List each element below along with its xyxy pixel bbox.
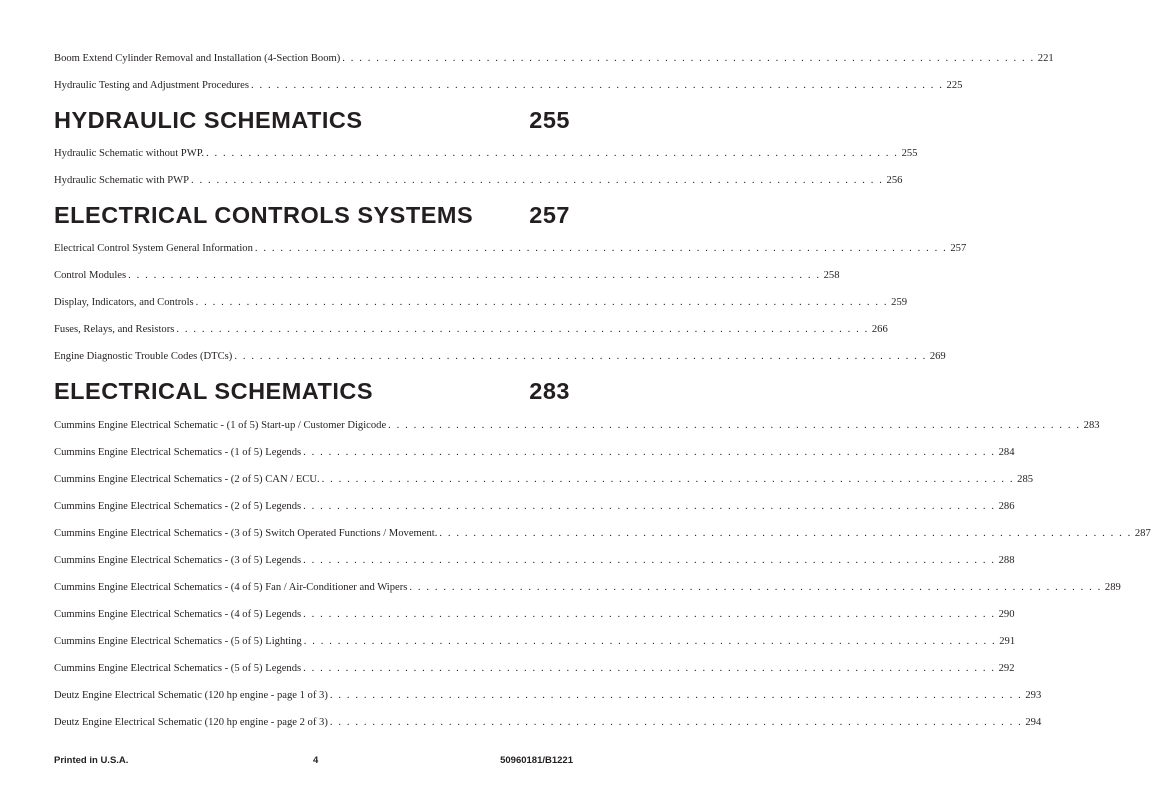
toc-entry-title: Display, Indicators, and Controls [54,297,194,308]
footer-printed-in: Printed in U.S.A. [54,755,129,766]
section-heading-title: HYDRAULIC SCHEMATICS [54,107,363,133]
toc-entry-title: Cummins Engine Electrical Schematics - (3 of 5) Legends [54,555,302,566]
toc-entry-page: 266 [871,324,888,335]
toc-entry-title: Electrical Control System General Information [54,243,253,254]
toc-entry-page: 287 [1134,528,1151,539]
toc-entry-title: Cummins Engine Electrical Schematics - (2 of 5) CAN / ECU. [54,474,320,485]
section-heading-page: 255 [529,107,570,133]
toc-entry-title: Cummins Engine Electrical Schematics - (2 of 5) Legends [54,501,302,512]
toc-entry-page: 294 [1025,717,1042,728]
toc-entry-page: 288 [998,555,1015,566]
section-heading-page: 257 [529,202,570,228]
toc-entry-title: Cummins Engine Electrical Schematics - (4 of 5) Legends [54,609,302,620]
leader-dots: . . . . . . . . . . . . . . . . . . . . . . . . . . . . . . . . . . . . . . . . . . . . . . . . . . . . . . . . . . . . . . . . . . . . . . . . . . . . . . . . . . [206,148,899,159]
toc-entry[interactable] [54,419,1100,432]
toc-entry-title: Deutz Engine Electrical Schematic (120 hp engine - page 2 of 3) [54,717,328,728]
leader-dots: . . . . . . . . . . . . . . . . . . . . . . . . . . . . . . . . . . . . . . . . . . . . . . . . . . . . . . . . . . . . . . . . . . . . . . . . . . . . . . . . . . [439,528,1132,539]
leader-dots: . . . . . . . . . . . . . . . . . . . . . . . . . . . . . . . . . . . . . . . . . . . . . . . . . . . . . . . . . . . . . . . . . . . . . . . . . . . . . . . . . . [321,474,1015,485]
toc-entry-page: 259 [891,297,908,308]
leader-dots: . . . . . . . . . . . . . . . . . . . . . . . . . . . . . . . . . . . . . . . . . . . . . . . . . . . . . . . . . . . . . . . . . . . . . . . . . . . . . . . . . . [409,582,1102,593]
toc-entry-title: Cummins Engine Electrical Schematics - (4 of 5) Fan / Air-Conditioner and Wipers [54,582,408,593]
footer-page-number: 4 [313,755,319,766]
toc-entry[interactable] [54,527,1151,540]
toc-entry-page: 258 [823,270,840,281]
toc-entry-page: 269 [929,351,946,362]
leader-dots: . . . . . . . . . . . . . . . . . . . . . . . . . . . . . . . . . . . . . . . . . . . . . . . . . . . . . . . . . . . . . . . . . . . . . . . . . . . . . . . . . . [251,80,944,91]
toc-entry-title: Cummins Engine Electrical Schematics - (5 of 5) Legends [54,663,302,674]
page-footer [54,754,573,768]
toc-entry-page: 290 [998,609,1015,620]
leader-dots: . . . . . . . . . . . . . . . . . . . . . . . . . . . . . . . . . . . . . . . . . . . . . . . . . . . . . . . . . . . . . . . . . . . . . . . . . . . . . . . . . . [388,420,1081,431]
toc-entry-page: 293 [1025,690,1042,701]
toc-entry[interactable] [54,662,1015,675]
leader-dots: . . . . . . . . . . . . . . . . . . . . . . . . . . . . . . . . . . . . . . . . . . . . . . . . . . . . . . . . . . . . . . . . . . . . . . . . . . . . . . . . . . [254,243,948,254]
leader-dots: . . . . . . . . . . . . . . . . . . . . . . . . . . . . . . . . . . . . . . . . . . . . . . . . . . . . . . . . . . . . . . . . . . . . . . . . . . . . . . . . . . [303,609,996,620]
toc-entry[interactable] [54,500,1015,513]
toc-entry-page: 256 [886,175,903,186]
toc-entry[interactable] [54,52,1054,65]
toc-entry[interactable] [54,296,908,309]
toc-entry[interactable] [54,554,1015,567]
toc-entry[interactable] [54,79,963,92]
toc-entry-title: Cummins Engine Electrical Schematic - (1 of 5) Start-up / Customer Digicode [54,420,387,431]
leader-dots: . . . . . . . . . . . . . . . . . . . . . . . . . . . . . . . . . . . . . . . . . . . . . . . . . . . . . . . . . . . . . . . . . . . . . . . . . . . . . . . . . . [176,324,869,335]
section-heading-title: ELECTRICAL SCHEMATICS [54,378,374,404]
toc-entry-page: 285 [1017,474,1034,485]
toc-entry-title: Engine Diagnostic Trouble Codes (DTCs) [54,351,233,362]
toc-entry-page: 283 [1083,420,1100,431]
toc-entry-title: Hydraulic Schematic without PWP. [54,148,205,159]
toc-entry[interactable] [54,147,918,160]
toc-entry-page: 291 [999,636,1016,647]
toc-entry-title: Hydraulic Testing and Adjustment Procedures [54,80,250,91]
leader-dots: . . . . . . . . . . . . . . . . . . . . . . . . . . . . . . . . . . . . . . . . . . . . . . . . . . . . . . . . . . . . . . . . . . . . . . . . . . . . . . . . . . [329,717,1023,728]
toc-entry[interactable] [54,350,946,363]
toc-entry-page: 257 [950,243,967,254]
toc-entry-title: Control Modules [54,270,127,281]
footer-document-id: 50960181/B1221 [500,755,573,766]
toc-entry[interactable] [54,716,1042,729]
toc-entry[interactable] [54,446,1015,459]
toc-entry-title: Cummins Engine Electrical Schematics - (5 of 5) Lighting [54,636,302,647]
toc-entry-title: Deutz Engine Electrical Schematic (120 hp engine - page 1 of 3) [54,690,328,701]
toc-entry-page: 292 [998,663,1015,674]
toc-entry-page: 289 [1104,582,1121,593]
section-heading-page: 283 [529,378,570,404]
toc-entry[interactable] [54,635,1016,648]
leader-dots: . . . . . . . . . . . . . . . . . . . . . . . . . . . . . . . . . . . . . . . . . . . . . . . . . . . . . . . . . . . . . . . . . . . . . . . . . . . . . . . . . . [191,175,884,186]
toc-entry-title: Cummins Engine Electrical Schematics - (3 of 5) Switch Operated Functions / Movement. [54,528,438,539]
toc-entry[interactable] [54,174,903,187]
leader-dots: . . . . . . . . . . . . . . . . . . . . . . . . . . . . . . . . . . . . . . . . . . . . . . . . . . . . . . . . . . . . . . . . . . . . . . . . . . . . . . . . . . [195,297,889,308]
toc-entry-title: Fuses, Relays, and Resistors [54,324,175,335]
section-heading[interactable] [54,107,570,133]
toc-entry[interactable] [54,608,1015,621]
leader-dots: . . . . . . . . . . . . . . . . . . . . . . . . . . . . . . . . . . . . . . . . . . . . . . . . . . . . . . . . . . . . . . . . . . . . . . . . . . . . . . . . . . [303,663,996,674]
toc-entry[interactable] [54,581,1121,594]
toc-entry-title: Hydraulic Schematic with PWP [54,175,190,186]
leader-dots: . . . . . . . . . . . . . . . . . . . . . . . . . . . . . . . . . . . . . . . . . . . . . . . . . . . . . . . . . . . . . . . . . . . . . . . . . . . . . . . . . . [303,447,996,458]
toc-entry-page: 221 [1037,53,1054,64]
toc-entry[interactable] [54,242,967,255]
section-heading[interactable] [54,202,570,228]
toc-entry-page: 286 [998,501,1015,512]
leader-dots: . . . . . . . . . . . . . . . . . . . . . . . . . . . . . . . . . . . . . . . . . . . . . . . . . . . . . . . . . . . . . . . . . . . . . . . . . . . . . . . . . . [303,636,997,647]
toc-entry[interactable] [54,689,1042,702]
leader-dots: . . . . . . . . . . . . . . . . . . . . . . . . . . . . . . . . . . . . . . . . . . . . . . . . . . . . . . . . . . . . . . . . . . . . . . . . . . . . . . . . . . [234,351,927,362]
toc-entry[interactable] [54,269,840,282]
toc-entry-title: Boom Extend Cylinder Removal and Installation (4-Section Boom) [54,53,341,64]
toc-entry-title: Cummins Engine Electrical Schematics - (1 of 5) Legends [54,447,302,458]
toc-entry-page: 284 [998,447,1015,458]
toc-entry[interactable] [54,473,1034,486]
leader-dots: . . . . . . . . . . . . . . . . . . . . . . . . . . . . . . . . . . . . . . . . . . . . . . . . . . . . . . . . . . . . . . . . . . . . . . . . . . . . . . . . . . [342,53,1035,64]
toc-entry[interactable] [54,323,888,336]
leader-dots: . . . . . . . . . . . . . . . . . . . . . . . . . . . . . . . . . . . . . . . . . . . . . . . . . . . . . . . . . . . . . . . . . . . . . . . . . . . . . . . . . . [303,501,996,512]
section-heading[interactable] [54,378,570,404]
leader-dots: . . . . . . . . . . . . . . . . . . . . . . . . . . . . . . . . . . . . . . . . . . . . . . . . . . . . . . . . . . . . . . . . . . . . . . . . . . . . . . . . . . [329,690,1023,701]
leader-dots: . . . . . . . . . . . . . . . . . . . . . . . . . . . . . . . . . . . . . . . . . . . . . . . . . . . . . . . . . . . . . . . . . . . . . . . . . . . . . . . . . . [303,555,996,566]
toc-entry-page: 225 [946,80,963,91]
section-heading-title: ELECTRICAL CONTROLS SYSTEMS [54,202,474,228]
leader-dots: . . . . . . . . . . . . . . . . . . . . . . . . . . . . . . . . . . . . . . . . . . . . . . . . . . . . . . . . . . . . . . . . . . . . . . . . . . . . . . . . . . [128,270,821,281]
toc-entry-page: 255 [901,148,918,159]
